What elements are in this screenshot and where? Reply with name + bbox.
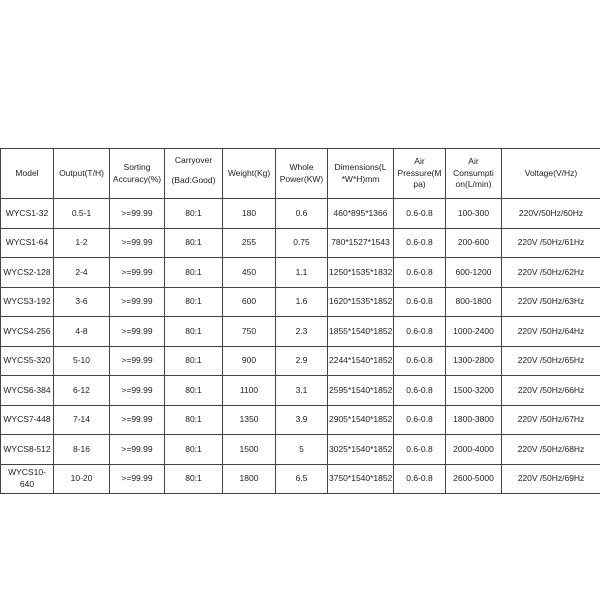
cell-weight: 255 bbox=[223, 228, 276, 258]
cell-sorting-accuracy: >=99.99 bbox=[110, 464, 165, 494]
specification-table bbox=[0, 148, 600, 494]
cell-weight: 1800 bbox=[223, 464, 276, 494]
cell-voltage: 220V /50Hz/65Hz bbox=[502, 346, 600, 376]
cell-air-consumption: 100-300 bbox=[446, 199, 502, 229]
cell-dimensions: 1250*1535*1832 bbox=[328, 258, 394, 288]
cell-voltage: 220V /50Hz/61Hz bbox=[502, 228, 600, 258]
cell-carryover: 80:1 bbox=[165, 228, 223, 258]
cell-weight: 1500 bbox=[223, 435, 276, 465]
cell-carryover: 80:1 bbox=[165, 464, 223, 494]
cell-whole-power: 2.9 bbox=[276, 346, 328, 376]
header-weight: Weight(Kg) bbox=[223, 149, 276, 199]
cell-air-consumption: 600-1200 bbox=[446, 258, 502, 288]
header-voltage: Voltage(V/Hz) bbox=[502, 149, 600, 199]
cell-dimensions: 3750*1540*1852 bbox=[328, 464, 394, 494]
cell-carryover: 80:1 bbox=[165, 435, 223, 465]
cell-sorting-accuracy: >=99.99 bbox=[110, 317, 165, 347]
cell-whole-power: 2.3 bbox=[276, 317, 328, 347]
cell-sorting-accuracy: >=99.99 bbox=[110, 228, 165, 258]
cell-model: WYCS7-448 bbox=[1, 405, 54, 435]
cell-air-consumption: 1300-2800 bbox=[446, 346, 502, 376]
cell-whole-power: 1.6 bbox=[276, 287, 328, 317]
cell-dimensions: 2595*1540*1852 bbox=[328, 376, 394, 406]
cell-model: WYCS10-640 bbox=[1, 464, 54, 494]
cell-air-pressure: 0.6-0.8 bbox=[394, 228, 446, 258]
cell-whole-power: 0.75 bbox=[276, 228, 328, 258]
header-row bbox=[1, 149, 600, 199]
cell-dimensions: 2905*1540*1852 bbox=[328, 405, 394, 435]
header-whole-power: Whole Power(KW) bbox=[276, 149, 328, 199]
cell-output: 8-16 bbox=[54, 435, 110, 465]
cell-air-consumption: 2000-4000 bbox=[446, 435, 502, 465]
header-dimensions: Dimensions(L *W*H)mm bbox=[328, 149, 394, 199]
table-row bbox=[1, 435, 600, 465]
cell-model: WYCS4-256 bbox=[1, 317, 54, 347]
cell-air-pressure: 0.6-0.8 bbox=[394, 199, 446, 229]
header-model: Model bbox=[1, 149, 54, 199]
cell-model: WYCS1-64 bbox=[1, 228, 54, 258]
cell-model: WYCS6-384 bbox=[1, 376, 54, 406]
cell-air-pressure: 0.6-0.8 bbox=[394, 287, 446, 317]
cell-sorting-accuracy: >=99.99 bbox=[110, 376, 165, 406]
cell-voltage: 220V/50Hz/60Hz bbox=[502, 199, 600, 229]
cell-whole-power: 0.6 bbox=[276, 199, 328, 229]
cell-output: 3-6 bbox=[54, 287, 110, 317]
table-row bbox=[1, 228, 600, 258]
cell-output: 4-8 bbox=[54, 317, 110, 347]
cell-weight: 1350 bbox=[223, 405, 276, 435]
cell-carryover: 80:1 bbox=[165, 287, 223, 317]
cell-whole-power: 3.9 bbox=[276, 405, 328, 435]
cell-air-consumption: 800-1800 bbox=[446, 287, 502, 317]
cell-output: 10-20 bbox=[54, 464, 110, 494]
cell-model: WYCS2-128 bbox=[1, 258, 54, 288]
header-output: Output(T/H) bbox=[54, 149, 110, 199]
cell-sorting-accuracy: >=99.99 bbox=[110, 346, 165, 376]
cell-model: WYCS5-320 bbox=[1, 346, 54, 376]
cell-model: WYCS8-512 bbox=[1, 435, 54, 465]
cell-air-pressure: 0.6-0.8 bbox=[394, 258, 446, 288]
cell-air-consumption: 1800-3800 bbox=[446, 405, 502, 435]
table-row bbox=[1, 346, 600, 376]
header-air-consumption: Air Consumpti on(L/min) bbox=[446, 149, 502, 199]
cell-sorting-accuracy: >=99.99 bbox=[110, 258, 165, 288]
cell-dimensions: 3025*1540*1852 bbox=[328, 435, 394, 465]
header-sorting-accuracy: Sorting Accuracy(%) bbox=[110, 149, 165, 199]
cell-carryover: 80:1 bbox=[165, 199, 223, 229]
cell-carryover: 80:1 bbox=[165, 376, 223, 406]
cell-whole-power: 1.1 bbox=[276, 258, 328, 288]
cell-voltage: 220V /50Hz/68Hz bbox=[502, 435, 600, 465]
cell-sorting-accuracy: >=99.99 bbox=[110, 435, 165, 465]
header-carryover bbox=[165, 149, 223, 199]
cell-sorting-accuracy: >=99.99 bbox=[110, 287, 165, 317]
header-air-pressure: Air Pressure(M pa) bbox=[394, 149, 446, 199]
cell-air-pressure: 0.6-0.8 bbox=[394, 464, 446, 494]
cell-dimensions: 780*1527*1543 bbox=[328, 228, 394, 258]
table-row bbox=[1, 317, 600, 347]
table-row bbox=[1, 464, 600, 494]
cell-weight: 1100 bbox=[223, 376, 276, 406]
cell-output: 6-12 bbox=[54, 376, 110, 406]
cell-model: WYCS1-32 bbox=[1, 199, 54, 229]
cell-voltage: 220V /50Hz/63Hz bbox=[502, 287, 600, 317]
cell-dimensions: 2244*1540*1852 bbox=[328, 346, 394, 376]
cell-voltage: 220V /50Hz/67Hz bbox=[502, 405, 600, 435]
cell-air-pressure: 0.6-0.8 bbox=[394, 376, 446, 406]
cell-weight: 750 bbox=[223, 317, 276, 347]
cell-weight: 180 bbox=[223, 199, 276, 229]
cell-air-pressure: 0.6-0.8 bbox=[394, 435, 446, 465]
header-carryover-line1: Carryover bbox=[174, 155, 213, 166]
cell-model: WYCS3-192 bbox=[1, 287, 54, 317]
cell-output: 2-4 bbox=[54, 258, 110, 288]
cell-air-pressure: 0.6-0.8 bbox=[394, 405, 446, 435]
table-header bbox=[1, 149, 600, 199]
cell-weight: 600 bbox=[223, 287, 276, 317]
cell-output: 7-14 bbox=[54, 405, 110, 435]
table-row bbox=[1, 258, 600, 288]
cell-air-consumption: 2600-5000 bbox=[446, 464, 502, 494]
cell-air-pressure: 0.6-0.8 bbox=[394, 346, 446, 376]
cell-dimensions: 1855*1540*1852 bbox=[328, 317, 394, 347]
table-row bbox=[1, 376, 600, 406]
cell-weight: 450 bbox=[223, 258, 276, 288]
table-row bbox=[1, 405, 600, 435]
header-carryover-line2: (Bad:Good) bbox=[171, 174, 216, 185]
cell-voltage: 220V /50Hz/69Hz bbox=[502, 464, 600, 494]
cell-air-pressure: 0.6-0.8 bbox=[394, 317, 446, 347]
cell-carryover: 80:1 bbox=[165, 317, 223, 347]
cell-sorting-accuracy: >=99.99 bbox=[110, 199, 165, 229]
cell-whole-power: 3.1 bbox=[276, 376, 328, 406]
cell-air-consumption: 1000-2400 bbox=[446, 317, 502, 347]
cell-weight: 900 bbox=[223, 346, 276, 376]
cell-air-consumption: 200-600 bbox=[446, 228, 502, 258]
cell-output: 5-10 bbox=[54, 346, 110, 376]
cell-output: 1-2 bbox=[54, 228, 110, 258]
table-row bbox=[1, 287, 600, 317]
cell-air-consumption: 1500-3200 bbox=[446, 376, 502, 406]
table-body bbox=[1, 199, 600, 494]
cell-dimensions: 460*895*1366 bbox=[328, 199, 394, 229]
cell-carryover: 80:1 bbox=[165, 258, 223, 288]
cell-whole-power: 6.5 bbox=[276, 464, 328, 494]
cell-carryover: 80:1 bbox=[165, 346, 223, 376]
cell-sorting-accuracy: >=99.99 bbox=[110, 405, 165, 435]
cell-voltage: 220V /50Hz/64Hz bbox=[502, 317, 600, 347]
cell-carryover: 80:1 bbox=[165, 405, 223, 435]
cell-whole-power: 5 bbox=[276, 435, 328, 465]
cell-dimensions: 1620*1535*1852 bbox=[328, 287, 394, 317]
cell-output: 0.5-1 bbox=[54, 199, 110, 229]
cell-voltage: 220V /50Hz/62Hz bbox=[502, 258, 600, 288]
cell-voltage: 220V /50Hz/66Hz bbox=[502, 376, 600, 406]
table-row bbox=[1, 199, 600, 229]
